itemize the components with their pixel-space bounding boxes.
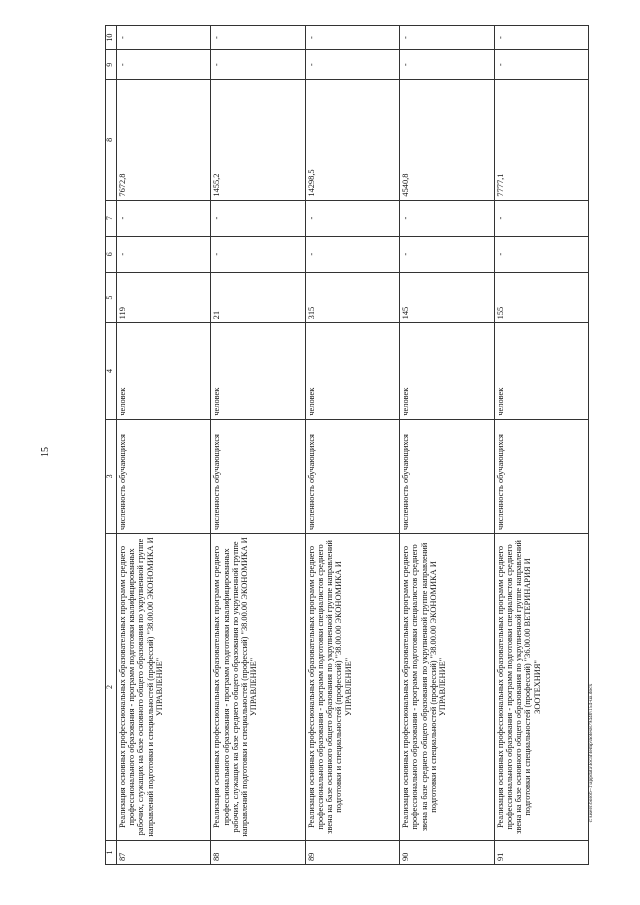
indicator-name: численность обучающихся: [117, 419, 211, 533]
table-row: [117, 26, 211, 865]
column-header-4: 4: [106, 323, 117, 419]
cell-col10: -: [117, 26, 211, 50]
unit: человек: [211, 323, 305, 419]
table-row: [211, 26, 305, 865]
data-table-container: [105, 25, 589, 865]
column-header-2: 2: [106, 534, 117, 841]
indicator-name: численность обучающихся: [400, 419, 494, 533]
cell-col9: -: [211, 50, 305, 80]
column-header-6: 6: [106, 236, 117, 272]
indicator-name: численность обучающихся: [305, 419, 399, 533]
footer-file-path-text: c:\users\borob~1\appdata\local\temp\notes879440\154-ua.docx: [588, 683, 594, 823]
amount: 7672,8: [117, 80, 211, 200]
cell-col9: -: [494, 50, 588, 80]
header-row: [106, 26, 117, 865]
unit: человек: [400, 323, 494, 419]
service-name: Реализация основных профессиональных образовательных программ среднего профессионального образования - программ подготовки квалифицированных рабочих, служащих на базе основного общего образования по укрупненной группе направлений подготовки и специальностей (профессий) "38.00.00 ЭКОНОМИКА И УПРАВЛЕНИЕ": [117, 534, 211, 841]
row-number: 91: [494, 840, 588, 864]
column-header-9: 9: [106, 50, 117, 80]
column-header-5: 5: [106, 272, 117, 323]
cell-col6: -: [211, 236, 305, 272]
service-name: Реализация основных профессиональных образовательных программ среднего профессионального образования - программ подготовки специалистов среднего звена на базе основного общего образования по укрупненной группе направлений подготовки и специальностей (профессий) "38.00.00 ЭКОНОМИКА И УПРАВЛЕНИЕ": [305, 534, 399, 841]
cell-col6: -: [400, 236, 494, 272]
indicator-value: 315: [305, 272, 399, 323]
cell-col10: -: [211, 26, 305, 50]
amount: 7777,1: [494, 80, 588, 200]
cell-col7: -: [305, 200, 399, 236]
cell-col6: -: [494, 236, 588, 272]
footer-file-path: [586, 683, 596, 823]
cell-col9: -: [305, 50, 399, 80]
unit: человек: [494, 323, 588, 419]
amount: 1455,2: [211, 80, 305, 200]
table-row: [400, 26, 494, 865]
amount: 4540,8: [400, 80, 494, 200]
cell-col7: -: [494, 200, 588, 236]
indicator-name: численность обучающихся: [494, 419, 588, 533]
column-header-3: 3: [106, 419, 117, 533]
indicator-value: 21: [211, 272, 305, 323]
row-number: 87: [117, 840, 211, 864]
indicator-value: 119: [117, 272, 211, 323]
unit: человек: [117, 323, 211, 419]
table-row: [305, 26, 399, 865]
indicator-value: 155: [494, 272, 588, 323]
service-name: Реализация основных профессиональных образовательных программ среднего профессионального образования - программ подготовки специалистов среднего звена на базе среднего общего образования по укрупненной группе направлений подготовки и специальностей (профессий) "38.00.00 ЭКОНОМИКА И УПРАВЛЕНИЕ": [400, 534, 494, 841]
row-number: 88: [211, 840, 305, 864]
column-header-1: 1: [106, 840, 117, 864]
cell-col9: -: [400, 50, 494, 80]
cell-col6: -: [117, 236, 211, 272]
data-table: [105, 25, 589, 865]
indicator-value: 145: [400, 272, 494, 323]
service-name: Реализация основных профессиональных образовательных программ среднего профессионального образования - программ подготовки квалифицированных рабочих, служащих на базе среднего общего образования по укрупненной группе направлений подготовки и специальностей (профессий) "38.00.00 ЭКОНОМИКА И УПРАВЛЕНИЕ": [211, 534, 305, 841]
page-number: 15: [40, 447, 51, 457]
cell-col10: -: [400, 26, 494, 50]
column-header-7: 7: [106, 200, 117, 236]
cell-col10: -: [494, 26, 588, 50]
service-name: Реализация основных профессиональных образовательных программ среднего профессионального образования - программ подготовки специалистов среднего звена на базе основного общего образования по укрупненной группе направлений подготовки и специальностей (профессий) "36.00.00 ВЕТЕРИНАРИЯ И ЗООТЕХНИЯ": [494, 534, 588, 841]
row-number: 90: [400, 840, 494, 864]
cell-col7: -: [117, 200, 211, 236]
cell-col6: -: [305, 236, 399, 272]
cell-col10: -: [305, 26, 399, 50]
unit: человек: [305, 323, 399, 419]
column-header-10: 10: [106, 26, 117, 50]
cell-col7: -: [211, 200, 305, 236]
cell-col9: -: [117, 50, 211, 80]
row-number: 89: [305, 840, 399, 864]
indicator-name: численность обучающихся: [211, 419, 305, 533]
column-header-8: 8: [106, 80, 117, 200]
amount: 14298,5: [305, 80, 399, 200]
table-row: [494, 26, 588, 865]
cell-col7: -: [400, 200, 494, 236]
